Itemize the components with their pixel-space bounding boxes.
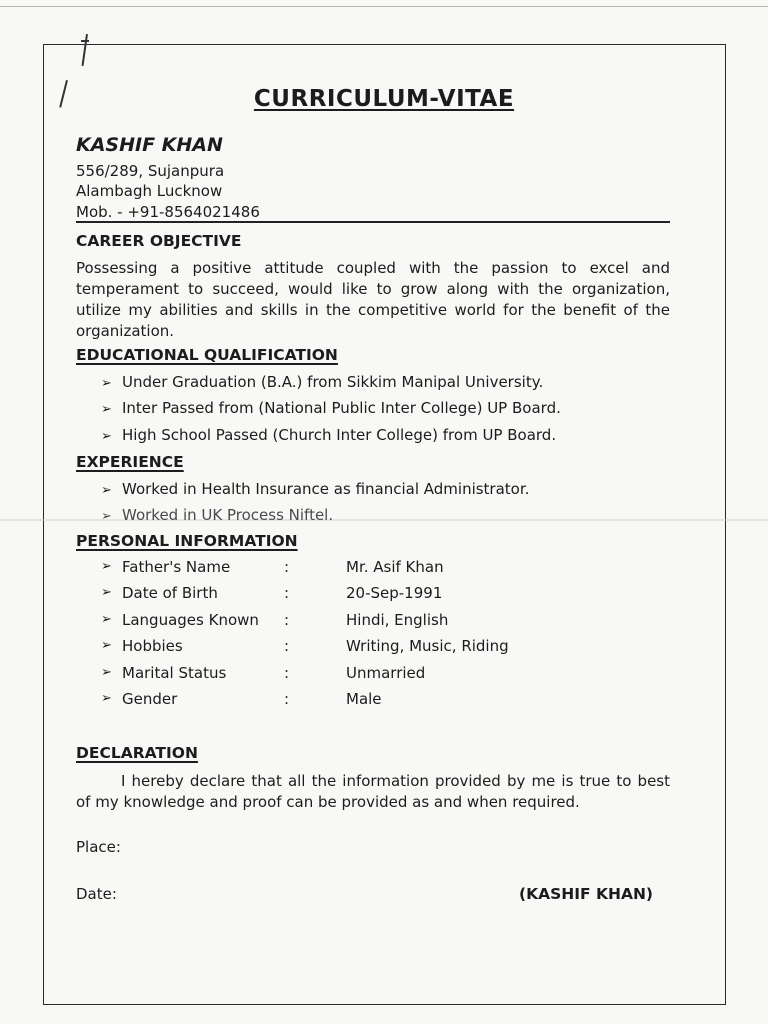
personal-info-row <box>101 690 661 712</box>
career-objective-text: Possessing a positive attitude coupled with the passion to excel and temperament to succeed, would like to grow along with the organization, utilize my abilities and skills in the competitive world for the benefit of the organization. <box>76 259 670 340</box>
field-value: Male <box>346 690 382 708</box>
experience-heading: EXPERIENCE <box>76 453 184 471</box>
arrow-bullet-icon: ➢ <box>101 585 112 600</box>
field-value: Writing, Music, Riding <box>346 637 509 655</box>
list-item <box>101 399 561 417</box>
arrow-bullet-icon: ➢ <box>101 638 112 653</box>
list-item <box>101 426 556 444</box>
field-label: Hobbies <box>122 637 183 655</box>
personal-info-row <box>101 637 661 659</box>
field-label: Marital Status <box>122 664 227 682</box>
personal-info-row <box>101 664 661 686</box>
arrow-bullet-icon: ➢ <box>101 559 112 574</box>
arrow-bullet-icon: ➢ <box>101 691 112 706</box>
education-item: High School Passed (Church Inter College) from UP Board. <box>122 426 557 444</box>
education-heading: EDUCATIONAL QUALIFICATION <box>76 346 338 364</box>
field-value: 20-Sep-1991 <box>346 584 443 602</box>
field-separator: : <box>284 664 290 682</box>
field-separator: : <box>284 584 290 602</box>
candidate-name: KASHIF KHAN <box>76 134 223 156</box>
arrow-bullet-icon: ➢ <box>101 665 112 680</box>
declaration-heading: DECLARATION <box>76 744 198 762</box>
list-item <box>101 373 543 391</box>
mobile-line: Mob. - +91-8564021486 <box>76 203 260 221</box>
field-value: Hindi, English <box>346 611 449 629</box>
field-label: Gender <box>122 690 178 708</box>
field-label: Languages Known <box>122 611 259 629</box>
address-line: Alambagh Lucknow <box>76 182 223 200</box>
field-label: Father's Name <box>122 558 231 576</box>
career-objective-heading: CAREER OBJECTIVE <box>76 232 242 250</box>
pen-mark <box>81 40 89 42</box>
field-value: Mr. Asif Khan <box>346 558 444 576</box>
education-item: Inter Passed from (National Public Inter College) UP Board. <box>122 399 561 417</box>
experience-item: Worked in UK Process Niftel. <box>122 506 334 524</box>
address-line: 556/289, Sujanpura <box>76 162 225 180</box>
arrow-bullet-icon: ➢ <box>101 612 112 627</box>
arrow-bullet-icon: ➢ <box>101 483 112 498</box>
arrow-bullet-icon: ➢ <box>101 509 112 524</box>
field-separator: : <box>284 611 290 629</box>
personal-info-row <box>101 611 661 633</box>
place-label: Place: <box>76 838 121 856</box>
field-label: Date of Birth <box>122 584 218 602</box>
field-separator: : <box>284 637 290 655</box>
field-value: Unmarried <box>346 664 426 682</box>
personal-info-heading: PERSONAL INFORMATION <box>76 532 298 550</box>
personal-info-row <box>101 584 661 606</box>
arrow-bullet-icon: ➢ <box>101 429 112 444</box>
experience-item: Worked in Health Insurance as financial Administrator. <box>122 480 530 498</box>
field-separator: : <box>284 558 290 576</box>
education-item: Under Graduation (B.A.) from Sikkim Manipal University. <box>122 373 544 391</box>
page-title: CURRICULUM-VITAE <box>253 86 515 112</box>
list-item <box>101 480 529 498</box>
date-label: Date: <box>76 885 117 903</box>
scan-edge-line <box>0 6 768 7</box>
arrow-bullet-icon: ➢ <box>101 376 112 391</box>
field-separator: : <box>284 690 290 708</box>
arrow-bullet-icon: ➢ <box>101 402 112 417</box>
personal-info-row <box>101 558 661 580</box>
header-rule <box>76 221 670 223</box>
declaration-text: I hereby declare that all the information provided by me is true to best of my knowledge and proof can be provided as and when required. <box>76 772 670 811</box>
signature-name: (KASHIF KHAN) <box>519 885 654 903</box>
list-item <box>101 506 333 524</box>
